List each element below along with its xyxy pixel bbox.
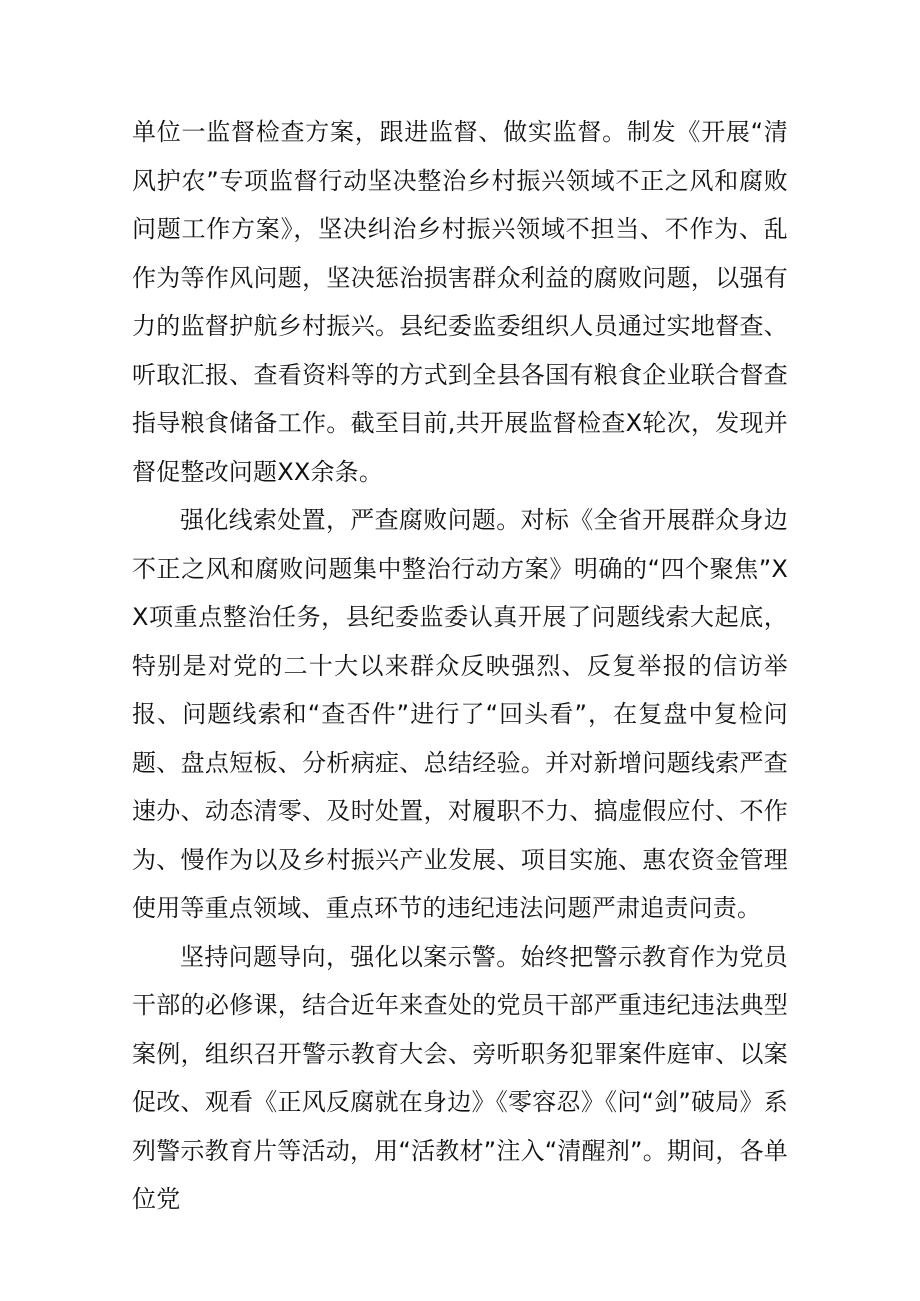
paragraph-continuation: 单位一监督检查方案，跟进监督、做实监督。制发《开展“清风护农”专项监督行动坚决整治乡村振兴领域不正之风和腐败问题工作方案》，坚决纠治乡村振兴领域不担当、不作为、乱作为等作风问题，坚决惩治损害群众利益的腐败问题，以强有力的监督护航乡村振兴。县纪委监委组织人员通过实地督查、听取汇报、查看资料等的方式到全县各国有粮食企业联合督查指导粮食储备工作。截至目前,共开展监督检查X轮次，发现并督促整改问题XX余条。: [132, 118, 788, 486]
paragraph-clue-handling: 强化线索处置，严查腐败问题。对标《全省开展群众身边不正之风和腐败问题集中整治行动方案》明确的“四个聚焦”XX项重点整治任务，县纪委监委认真开展了问题线索大起底，特别是对党的二十大以来群众反映强烈、反复举报的信访举报、问题线索和“查否件”进行了“回头看”，在复盘中复检问题、盘点短板、分析病症、总结经验。并对新增问题线索严查速办、动态清零、及时处置，对履职不力、搞虚假应付、不作为、慢作为以及乡村振兴产业发展、项目实施、惠农资金管理使用等重点领域、重点环节的违纪违法问题严肃追责问责。: [132, 506, 788, 922]
paragraph-case-warning: 坚持问题导向，强化以案示警。始终把警示教育作为党员干部的必修课，结合近年来查处的党员干部严重违纪违法典型案例，组织召开警示教育大会、旁听职务犯罪案件庭审、以案促改、观看《正风反腐就在身边》《零容忍》《问“剑”破局》系列警示教育片等活动，用“活教材”注入“清醒剂”。期间，各单位党: [132, 942, 788, 1213]
document-body: [132, 108, 788, 1224]
